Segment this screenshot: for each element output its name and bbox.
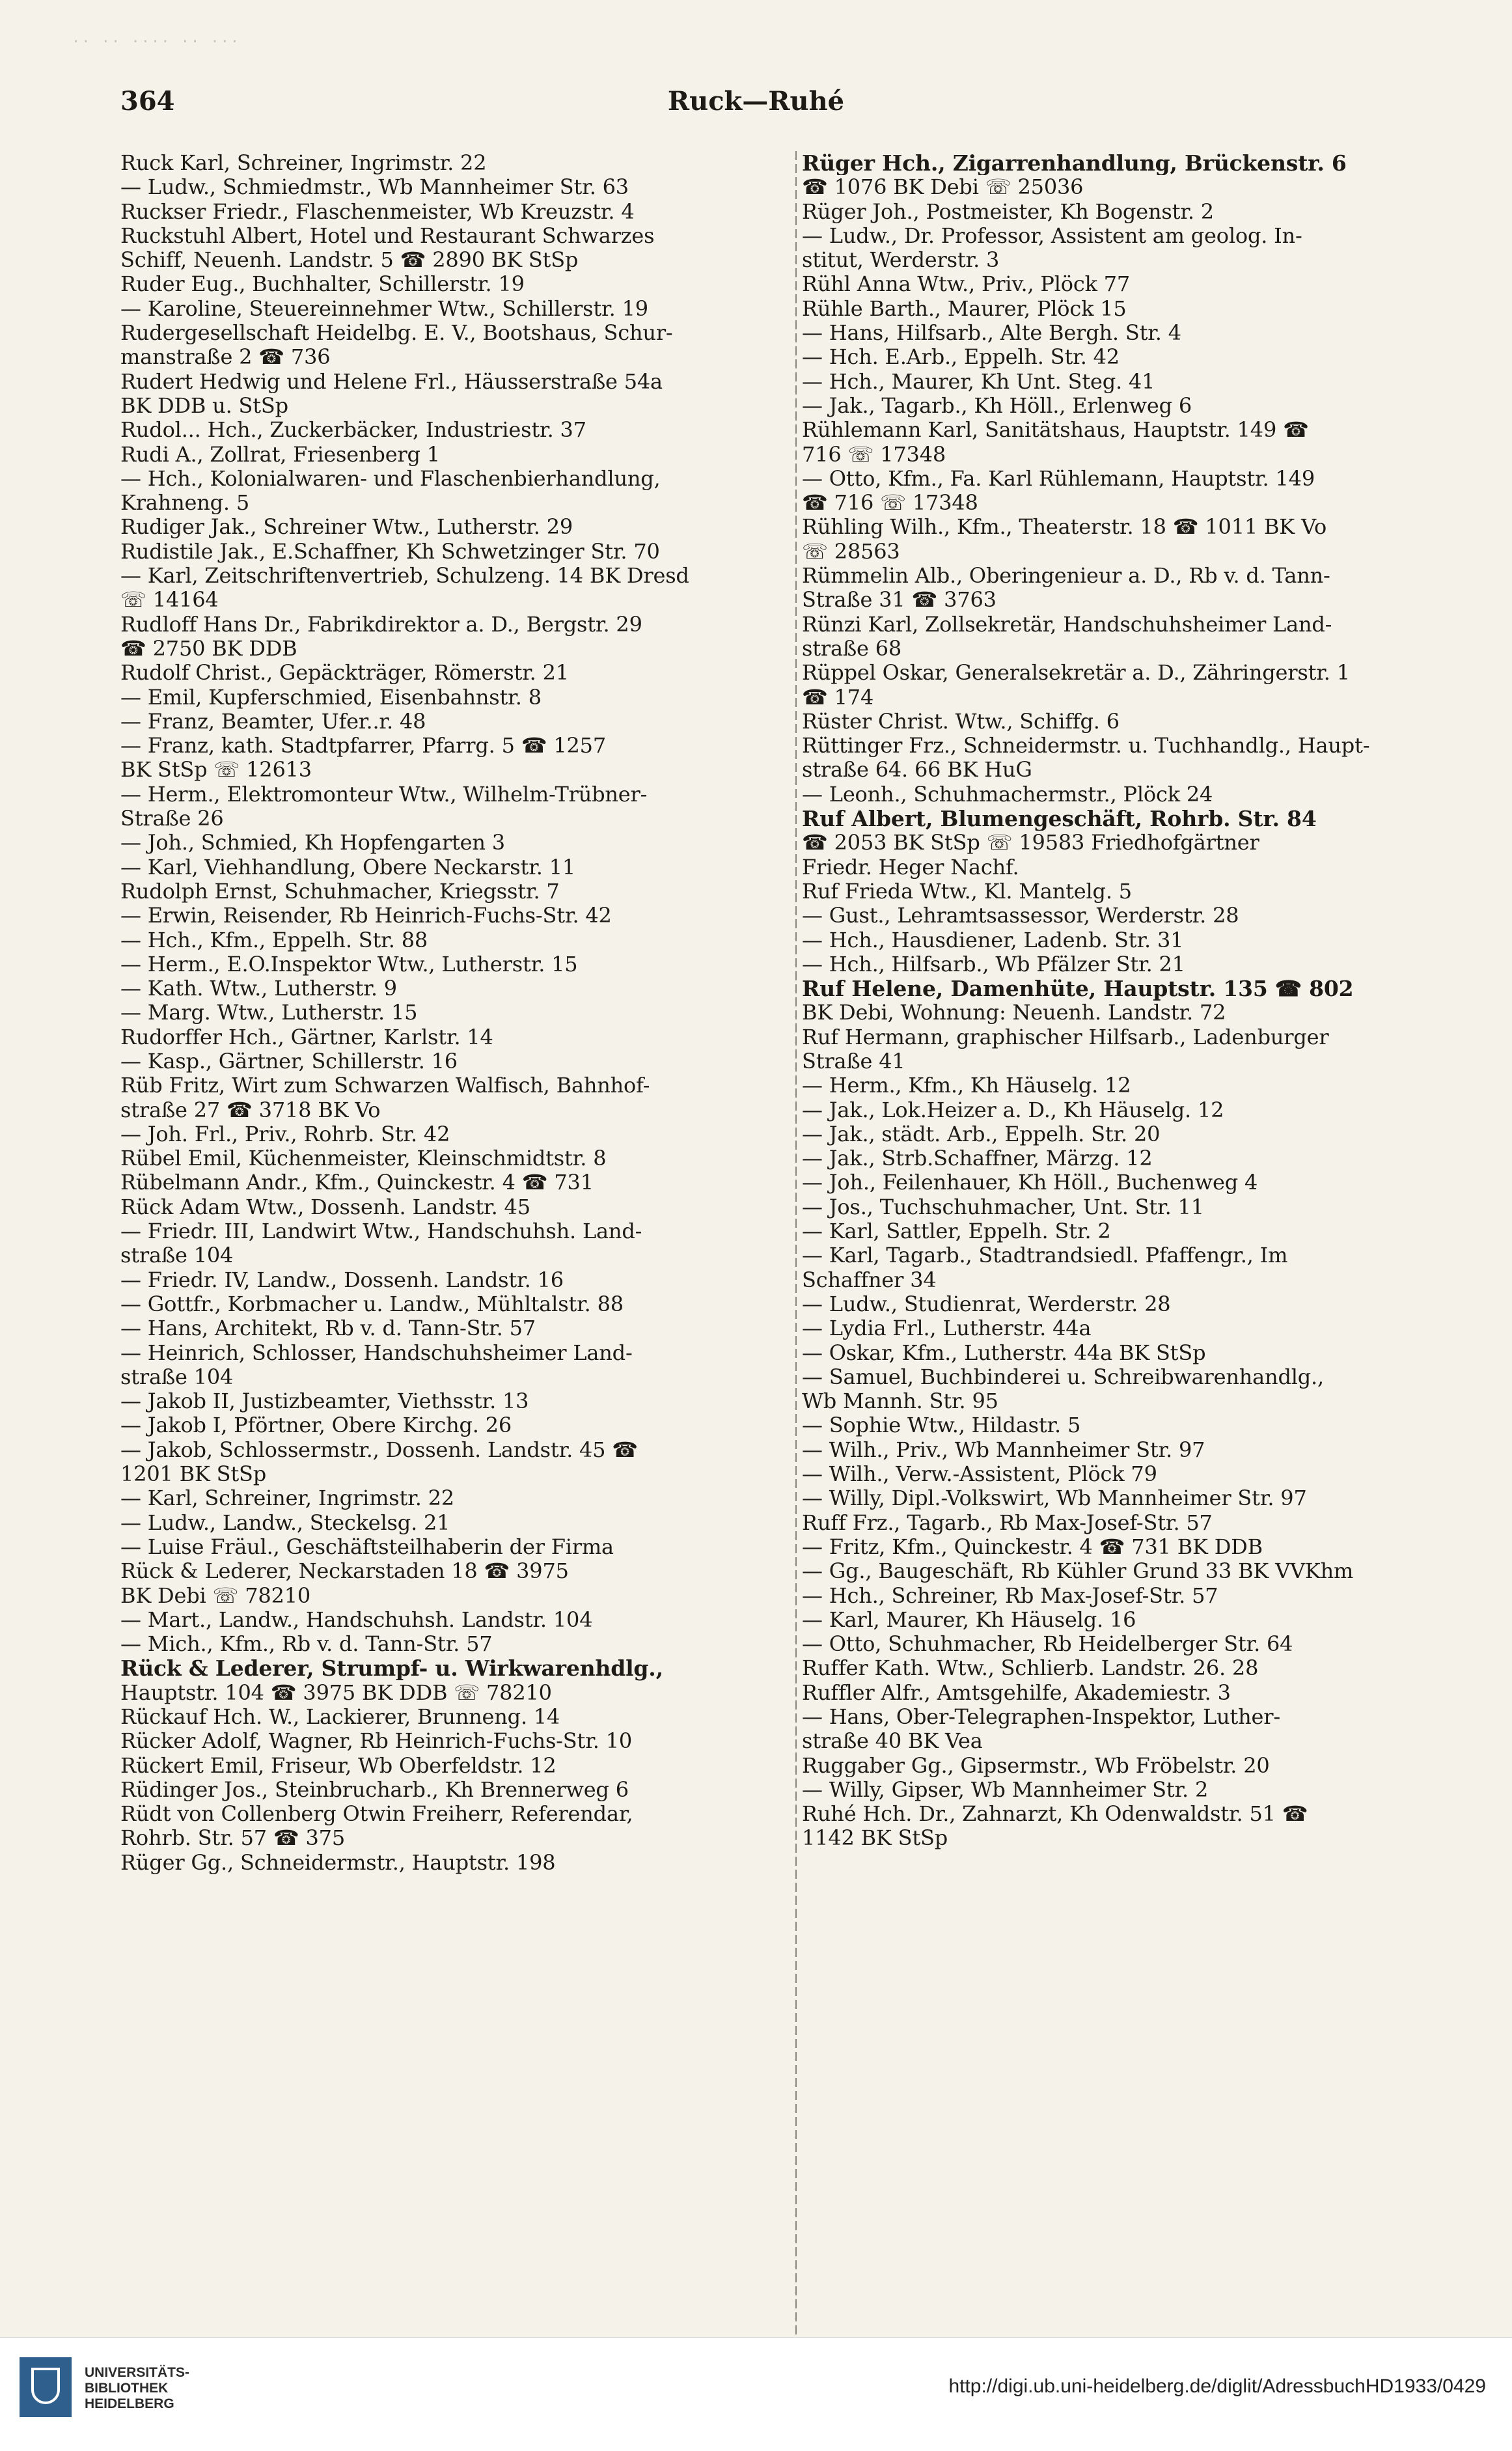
directory-entry-line: — Samuel, Buchbinderei u. Schreibwarenhandlg.,: [802, 1364, 1325, 1389]
directory-entry-line: — Fritz, Kfm., Quinckestr. 4 ☎ 731 BK DDB: [802, 1534, 1263, 1559]
directory-entry-line: — Kasp., Gärtner, Schillerstr. 16: [120, 1049, 458, 1073]
directory-entry-line: 716 ☏ 17348: [802, 442, 946, 467]
directory-entry-line: — Oskar, Kfm., Lutherstr. 44a BK StSp: [802, 1340, 1206, 1365]
directory-entry-line: Ruffer Kath. Wtw., Schlierb. Landstr. 26. 28: [802, 1656, 1259, 1681]
directory-entry-line: Ruggaber Gg., Gipsermstr., Wb Fröbelstr. 20: [802, 1753, 1270, 1778]
directory-entry-line: straße 104: [120, 1243, 234, 1268]
library-name: UNIVERSITÄTS- BIBLIOTHEK HEIDELBERG: [85, 2365, 190, 2411]
directory-entry-line: — Hch., Maurer, Kh Unt. Steg. 41: [802, 369, 1155, 394]
directory-entry-line: — Hch., Kfm., Eppelh. Str. 88: [120, 928, 428, 952]
directory-entry-line: — Gottfr., Korbmacher u. Landw., Mühltalstr. 88: [120, 1292, 624, 1316]
directory-entry-line: straße 27 ☎ 3718 BK Vo: [120, 1098, 381, 1122]
directory-entry-line: Rümmelin Alb., Oberingenieur a. D., Rb v. d. Tann-: [802, 564, 1330, 589]
directory-entry-line: Ruckstuhl Albert, Hotel und Restaurant Schwarzes: [120, 223, 655, 248]
directory-entry-line: — Jak., Lok.Heizer a. D., Kh Häuselg. 12: [802, 1098, 1224, 1122]
directory-entry-line: Rohrb. Str. 57 ☎ 375: [120, 1826, 346, 1851]
directory-entry-line: — Karoline, Steuereinnehmer Wtw., Schillerstr. 19: [120, 296, 648, 321]
directory-entry-line: Rühlemann Karl, Sanitätshaus, Hauptstr. 149 ☎: [802, 418, 1309, 443]
directory-entry-line: — Franz, kath. Stadtpfarrer, Pfarrg. 5 ☎ 1257: [120, 734, 606, 758]
directory-entry-line: — Gust., Lehramtsassessor, Werderstr. 28: [802, 904, 1239, 928]
directory-entry-line: — Kath. Wtw., Lutherstr. 9: [120, 976, 397, 1001]
directory-entry-line: ☎ 716 ☏ 17348: [802, 491, 978, 516]
directory-entry-line: Ruder Eug., Buchhalter, Schillerstr. 19: [120, 272, 525, 297]
directory-entry-line: Rüger Gg., Schneidermstr., Hauptstr. 198: [120, 1850, 556, 1875]
directory-entry-line: — Leonh., Schuhmachermstr., Plöck 24: [802, 782, 1213, 807]
directory-entry-line: — Karl, Zeitschriftenvertrieb, Schulzeng. 14 BK Dresd: [120, 564, 689, 589]
left-column: [120, 151, 797, 1875]
directory-entry-line: — Karl, Tagarb., Stadtrandsiedl. Pfaffengr., Im: [802, 1243, 1288, 1268]
directory-entry-line: — Hch., Hilfsarb., Wb Pfälzer Str. 21: [802, 952, 1185, 976]
directory-entry-line: Schiff, Neuenh. Landstr. 5 ☎ 2890 BK StSp: [120, 248, 579, 273]
directory-entry-line: — Hans, Architekt, Rb v. d. Tann-Str. 57: [120, 1316, 536, 1341]
directory-entry-line: Rudol... Hch., Zuckerbäcker, Industriestr. 37: [120, 418, 586, 443]
directory-entry-line: straße 64. 66 BK HuG: [802, 758, 1032, 782]
directory-entry-line: — Luise Fräul., Geschäftsteilhaberin der Firma: [120, 1534, 614, 1559]
directory-entry-line: — Ludw., Schmiedmstr., Wb Mannheimer Str. 63: [120, 175, 629, 200]
directory-entry-line: Ruck Karl, Schreiner, Ingrimstr. 22: [120, 151, 487, 175]
directory-entry-line: — Otto, Kfm., Fa. Karl Rühlemann, Hauptstr. 149: [802, 466, 1315, 491]
directory-entry-line: — Ludw., Dr. Professor, Assistent am geolog. In-: [802, 223, 1302, 248]
directory-entry-line: Ruff Frz., Tagarb., Rb Max-Josef-Str. 57: [802, 1510, 1213, 1535]
directory-entry-line: ☏ 14164: [120, 588, 219, 613]
directory-entry-line: Rühl Anna Wtw., Priv., Plöck 77: [802, 272, 1131, 297]
directory-entry-line: BK Debi, Wohnung: Neuenh. Landstr. 72: [802, 1001, 1226, 1025]
directory-entry-line: Schaffner 34: [802, 1267, 937, 1292]
directory-entry-line: ☎ 174: [802, 685, 874, 710]
directory-entry-line: — Lydia Frl., Lutherstr. 44a: [802, 1316, 1092, 1341]
directory-entry-line: — Hans, Ober-Telegraphen-Inspektor, Luther-: [802, 1705, 1280, 1729]
directory-entry-line: Ruf Albert, Blumengeschäft, Rohrb. Str. 84: [802, 807, 1317, 831]
directory-entry-line: stitut, Werderstr. 3: [802, 248, 1000, 273]
directory-entry-line: Rück & Lederer, Neckarstaden 18 ☎ 3975: [120, 1559, 569, 1584]
directory-entry-line: Rudolf Christ., Gepäckträger, Römerstr. 21: [120, 661, 569, 685]
directory-entry-line: Rüppel Oskar, Generalsekretär a. D., Zähringerstr. 1: [802, 661, 1350, 685]
directory-entry-line: Wb Mannh. Str. 95: [802, 1389, 998, 1414]
directory-entry-line: Ruf Helene, Damenhüte, Hauptstr. 135 ☎ 802: [802, 976, 1354, 1001]
directory-entry-line: Ruffler Alfr., Amtsgehilfe, Akademiestr. 3: [802, 1680, 1231, 1705]
directory-entry-line: — Mich., Kfm., Rb v. d. Tann-Str. 57: [120, 1632, 493, 1657]
directory-entry-line: Ruhé Hch. Dr., Zahnarzt, Kh Odenwaldstr. 51 ☎: [802, 1802, 1308, 1827]
directory-entry-line: Ruf Hermann, graphischer Hilfsarb., Ladenburger: [802, 1025, 1329, 1049]
directory-entry-line: Rudi A., Zollrat, Friesenberg 1: [120, 442, 440, 467]
directory-entry-line: Rübel Emil, Küchenmeister, Kleinschmidtstr. 8: [120, 1146, 607, 1171]
directory-entry-line: — Marg. Wtw., Lutherstr. 15: [120, 1001, 418, 1025]
running-title: Ruck—Ruhé: [667, 86, 845, 117]
directory-entry-line: ☎ 2053 BK StSp ☏ 19583 Friedhofgärtner: [802, 831, 1259, 855]
directory-entry-line: — Karl, Viehhandlung, Obere Neckarstr. 11: [120, 855, 576, 879]
directory-entry-line: Rüdinger Jos., Steinbrucharb., Kh Brennerweg 6: [120, 1777, 629, 1802]
directory-entry-line: BK Debi ☏ 78210: [120, 1583, 311, 1608]
directory-entry-line: Rückert Emil, Friseur, Wb Oberfeldstr. 12: [120, 1753, 557, 1778]
viewer-footer: [0, 2337, 1512, 2451]
directory-entry-line: Rüb Fritz, Wirt zum Schwarzen Walfisch, Bahnhof-: [120, 1073, 650, 1098]
directory-entry-line: straße 68: [802, 636, 902, 661]
directory-entry-line: — Jak., städt. Arb., Eppelh. Str. 20: [802, 1122, 1161, 1146]
directory-entry-line: Rüger Joh., Postmeister, Kh Bogenstr. 2: [802, 199, 1214, 224]
directory-entry-line: — Jakob, Schlossermstr., Dossenh. Landstr. 45 ☎: [120, 1437, 638, 1462]
directory-entry-line: straße 104: [120, 1364, 234, 1389]
directory-entry-line: Rudorffer Hch., Gärtner, Karlstr. 14: [120, 1025, 493, 1049]
directory-entry-line: — Jakob II, Justizbeamter, Viethsstr. 13: [120, 1389, 529, 1414]
directory-entry-line: — Hch., Kolonialwaren- und Flaschenbierhandlung,: [120, 466, 661, 491]
directory-entry-line: Straße 31 ☎ 3763: [802, 588, 997, 613]
column-divider: [795, 151, 797, 2338]
directory-entry-line: Rüster Christ. Wtw., Schiffg. 6: [802, 709, 1120, 734]
directory-entry-line: — Hch. E.Arb., Eppelh. Str. 42: [802, 345, 1120, 370]
directory-entry-line: Rück Adam Wtw., Dossenh. Landstr. 45: [120, 1195, 530, 1219]
directory-entry-line: — Karl, Schreiner, Ingrimstr. 22: [120, 1486, 454, 1511]
page-number: 364: [120, 86, 175, 117]
directory-entry-line: — Hans, Hilfsarb., Alte Bergh. Str. 4: [802, 321, 1181, 346]
directory-entry-line: — Karl, Sattler, Eppelh. Str. 2: [802, 1219, 1111, 1244]
directory-entry-line: Rudert Hedwig und Helene Frl., Häusserstraße 54a: [120, 369, 663, 394]
directory-entry-line: — Otto, Schuhmacher, Rb Heidelberger Str. 64: [802, 1632, 1293, 1657]
directory-entry-line: Rücker Adolf, Wagner, Rb Heinrich-Fuchs-Str. 10: [120, 1729, 633, 1754]
directory-entry-line: Rudergesellschaft Heidelbg. E. V., Bootshaus, Schur-: [120, 321, 673, 346]
directory-entry-line: — Jos., Tuchschuhmacher, Unt. Str. 11: [802, 1195, 1204, 1219]
directory-entry-line: Ruf Frieda Wtw., Kl. Mantelg. 5: [802, 879, 1132, 904]
directory-entry-line: Rüttinger Frz., Schneidermstr. u. Tuchhandlg., Haupt-: [802, 734, 1370, 758]
directory-entry-line: — Friedr. IV, Landw., Dossenh. Landstr. 16: [120, 1267, 564, 1292]
directory-entry-line: — Erwin, Reisender, Rb Heinrich-Fuchs-Str. 42: [120, 904, 612, 928]
directory-entry-line: Rudiger Jak., Schreiner Wtw., Lutherstr. 29: [120, 515, 573, 540]
directory-entry-line: Rück & Lederer, Strumpf- u. Wirkwarenhdlg.,: [120, 1656, 663, 1681]
directory-entry-line: — Jakob I, Pförtner, Obere Kirchg. 26: [120, 1413, 512, 1438]
directory-entry-line: Ruckser Friedr., Flaschenmeister, Wb Kreuzstr. 4: [120, 199, 635, 224]
directory-entry-line: Rudistile Jak., E.Schaffner, Kh Schwetzinger Str. 70: [120, 539, 660, 564]
directory-entry-line: — Joh. Frl., Priv., Rohrb. Str. 42: [120, 1122, 450, 1146]
directory-entry-line: — Karl, Maurer, Kh Häuselg. 16: [802, 1607, 1136, 1632]
directory-entry-line: — Friedr. III, Landwirt Wtw., Handschuhsh. Land-: [120, 1219, 642, 1244]
directory-entry-line: straße 40 BK Vea: [802, 1729, 983, 1754]
directory-entry-line: Rüger Hch., Zigarrenhandlung, Brückenstr. 6: [802, 151, 1347, 176]
directory-entry-line: — Joh., Schmied, Kh Hopfengarten 3: [120, 831, 505, 855]
directory-entry-line: — Wilh., Priv., Wb Mannheimer Str. 97: [802, 1437, 1205, 1462]
directory-entry-line: — Ludw., Landw., Steckelsg. 21: [120, 1510, 450, 1535]
directory-entry-line: — Joh., Feilenhauer, Kh Höll., Buchenweg 4: [802, 1170, 1258, 1195]
right-column: [802, 151, 1479, 1851]
directory-entry-line: Krahneng. 5: [120, 491, 250, 516]
directory-entry-line: BK StSp ☏ 12613: [120, 758, 312, 782]
directory-entry-line: Rühling Wilh., Kfm., Theaterstr. 18 ☎ 1011 BK Vo: [802, 515, 1327, 540]
directory-entry-line: Rühle Barth., Maurer, Plöck 15: [802, 296, 1127, 321]
library-logo-icon: [20, 2357, 72, 2417]
directory-entry-line: ☏ 28563: [802, 539, 900, 564]
directory-entry-line: — Emil, Kupferschmied, Eisenbahnstr. 8: [120, 685, 542, 710]
directory-entry-line: Rudolph Ernst, Schuhmacher, Kriegsstr. 7: [120, 879, 560, 904]
directory-entry-line: Rübelmann Andr., Kfm., Quinckestr. 4 ☎ 731: [120, 1170, 594, 1195]
directory-entry-line: Friedr. Heger Nachf.: [802, 855, 1019, 879]
directory-entry-line: Straße 41: [802, 1049, 905, 1073]
directory-entry-line: — Sophie Wtw., Hildastr. 5: [802, 1413, 1081, 1438]
directory-entry-line: — Mart., Landw., Handschuhsh. Landstr. 104: [120, 1607, 593, 1632]
directory-entry-line: ☎ 1076 BK Debi ☏ 25036: [802, 175, 1084, 200]
directory-entry-line: ☎ 2750 BK DDB: [120, 636, 297, 661]
directory-entry-line: manstraße 2 ☎ 736: [120, 345, 331, 370]
bleed-through-text: ·· ·· ···· ·· ···: [72, 34, 241, 50]
directory-entry-line: — Franz, Beamter, Ufer..r. 48: [120, 709, 426, 734]
directory-entry-line: — Gg., Baugeschäft, Rb Kühler Grund 33 BK VVKhm: [802, 1559, 1354, 1584]
directory-entry-line: Rudloff Hans Dr., Fabrikdirektor a. D., Bergstr. 29: [120, 612, 642, 637]
directory-entry-line: — Wilh., Verw.-Assistent, Plöck 79: [802, 1462, 1157, 1487]
directory-entry-line: Straße 26: [120, 807, 224, 831]
directory-entry-line: — Ludw., Studienrat, Werderstr. 28: [802, 1292, 1171, 1316]
directory-entry-line: — Herm., Elektromonteur Wtw., Wilhelm-Trübner-: [120, 782, 648, 807]
directory-entry-line: — Hch., Hausdiener, Ladenb. Str. 31: [802, 928, 1184, 952]
directory-entry-line: Rückauf Hch. W., Lackierer, Brunneng. 14: [120, 1705, 560, 1729]
directory-entry-line: — Herm., E.O.Inspektor Wtw., Lutherstr. 15: [120, 952, 578, 976]
source-url-link[interactable]: http://digi.ub.uni-heidelberg.de/diglit/AdressbuchHD1933/0429: [948, 2375, 1486, 2397]
directory-entry-line: 1201 BK StSp: [120, 1462, 266, 1487]
directory-entry-line: — Willy, Gipser, Wb Mannheimer Str. 2: [802, 1777, 1209, 1802]
directory-entry-line: Rünzi Karl, Zollsekretär, Handschuhsheimer Land-: [802, 612, 1332, 637]
directory-entry-line: 1142 BK StSp: [802, 1826, 948, 1851]
directory-entry-line: — Hch., Schreiner, Rb Max-Josef-Str. 57: [802, 1583, 1218, 1608]
directory-entry-line: — Heinrich, Schlosser, Handschuhsheimer Land-: [120, 1340, 633, 1365]
directory-entry-line: — Jak., Tagarb., Kh Höll., Erlenweg 6: [802, 393, 1192, 418]
directory-entry-line: BK DDB u. StSp: [120, 393, 288, 418]
directory-entry-line: Hauptstr. 104 ☎ 3975 BK DDB ☏ 78210: [120, 1680, 552, 1705]
directory-entry-line: Rüdt von Collenberg Otwin Freiherr, Referendar,: [120, 1802, 633, 1827]
directory-entry-line: — Herm., Kfm., Kh Häuselg. 12: [802, 1073, 1131, 1098]
directory-entry-line: — Willy, Dipl.-Volkswirt, Wb Mannheimer Str. 97: [802, 1486, 1307, 1511]
directory-entry-line: — Jak., Strb.Schaffner, Märzg. 12: [802, 1146, 1153, 1171]
